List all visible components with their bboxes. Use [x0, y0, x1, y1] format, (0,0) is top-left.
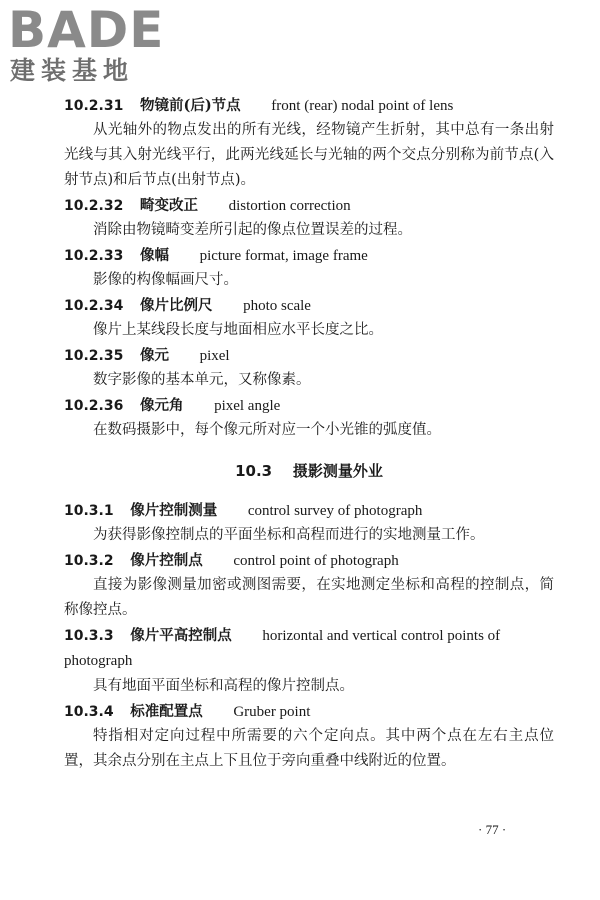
term-chinese: 像片控制点: [130, 552, 203, 569]
term-chinese: 像幅: [139, 247, 169, 264]
term-chinese: 像元角: [139, 397, 184, 414]
term-number: 10.2.35: [64, 348, 124, 364]
term-heading: [64, 243, 554, 268]
page-number: · 77 ·: [478, 822, 507, 837]
term-number: 10.2.36: [64, 398, 124, 414]
term-entry: [64, 393, 554, 443]
term-number: 10.3.2: [64, 553, 114, 569]
term-entry: [64, 343, 554, 393]
term-entry: [64, 243, 554, 293]
term-heading: [64, 498, 554, 523]
term-definition: 从光轴外的物点发出的所有光线，经物镜产生折射，其中总有一条出射光线与其入射光线平行，此两光线延长与光轴的两个交点分别称为前节点(入射节点)和后节点(出射节点)。: [64, 122, 554, 188]
term-definition: 直接为影像测量加密或测图需要，在实地测定坐标和高程的控制点，简称像控点。: [64, 577, 554, 618]
page-body: [64, 93, 554, 774]
term-entry: [64, 623, 554, 699]
section-number: 10.3: [235, 462, 273, 480]
term-entry: [64, 93, 554, 193]
term-heading: [64, 393, 554, 418]
term-number: 10.2.33: [64, 248, 124, 264]
term-heading: [64, 548, 554, 573]
term-english: control survey of photograph: [247, 503, 423, 519]
term-number: 10.3.4: [64, 704, 114, 720]
term-number: 10.3.1: [64, 503, 114, 519]
term-entry: [64, 193, 554, 243]
term-number: 10.2.32: [64, 198, 124, 214]
term-heading: [64, 623, 554, 674]
term-english: front (rear) nodal point of lens: [271, 98, 454, 114]
term-chinese: 标准配置点: [130, 703, 203, 720]
term-definition: 消除由物镜畸变差所引起的像点位置误差的过程。: [93, 222, 412, 238]
term-heading: [64, 699, 554, 724]
term-entry: [64, 548, 554, 623]
term-heading: [64, 343, 554, 368]
term-english: pixel angle: [214, 398, 281, 414]
term-definition: 数字影像的基本单元，又称像素。: [93, 372, 311, 388]
term-number: 10.2.34: [64, 298, 124, 314]
logo-subtitle: 建装基地: [10, 56, 135, 85]
term-definition: 像片上某线段长度与地面相应水平长度之比。: [93, 322, 383, 338]
term-english: horizontal and vertical control points of photograph: [64, 628, 501, 669]
term-english: photo scale: [243, 298, 311, 314]
term-chinese: 像片平高控制点: [130, 627, 232, 644]
term-english: control point of photograph: [233, 553, 399, 569]
term-definition: 具有地面平面坐标和高程的像片控制点。: [93, 678, 354, 694]
term-chinese: 畸变改正: [139, 197, 198, 214]
term-english: distortion correction: [228, 198, 351, 214]
term-definition: 特指相对定向过程中所需要的六个定向点。其中两个点在左右主点位置，其余点分别在主点上下且位于旁向重叠中线附近的位置。: [64, 728, 554, 769]
term-english: Gruber point: [233, 704, 311, 720]
term-chinese: 像元: [139, 347, 169, 364]
term-english: pixel: [199, 348, 230, 364]
term-heading: [64, 93, 554, 118]
term-chinese: 像片控制测量: [130, 502, 218, 519]
section-title: 摄影测量外业: [292, 462, 383, 480]
term-entry: [64, 699, 554, 774]
term-definition: 在数码摄影中，每个像元所对应一个小光锥的弧度值。: [93, 422, 441, 438]
term-chinese: 像片比例尺: [139, 297, 213, 314]
term-entry: [64, 293, 554, 343]
term-definition: 为获得影像控制点的平面坐标和高程而进行的实地测量工作。: [93, 527, 485, 543]
term-heading: [64, 293, 554, 318]
term-english: picture format, image frame: [199, 248, 368, 264]
term-number: 10.2.31: [64, 98, 124, 114]
term-number: 10.3.3: [64, 628, 114, 644]
term-entry: [64, 498, 554, 548]
term-heading: [64, 193, 554, 218]
term-chinese: 物镜前(后)节点: [139, 97, 241, 114]
term-definition: 影像的构像幅画尺寸。: [93, 272, 238, 288]
section-heading: [64, 459, 554, 484]
logo-mark: BADE: [8, 1, 165, 59]
bade-logo: [8, 1, 188, 90]
